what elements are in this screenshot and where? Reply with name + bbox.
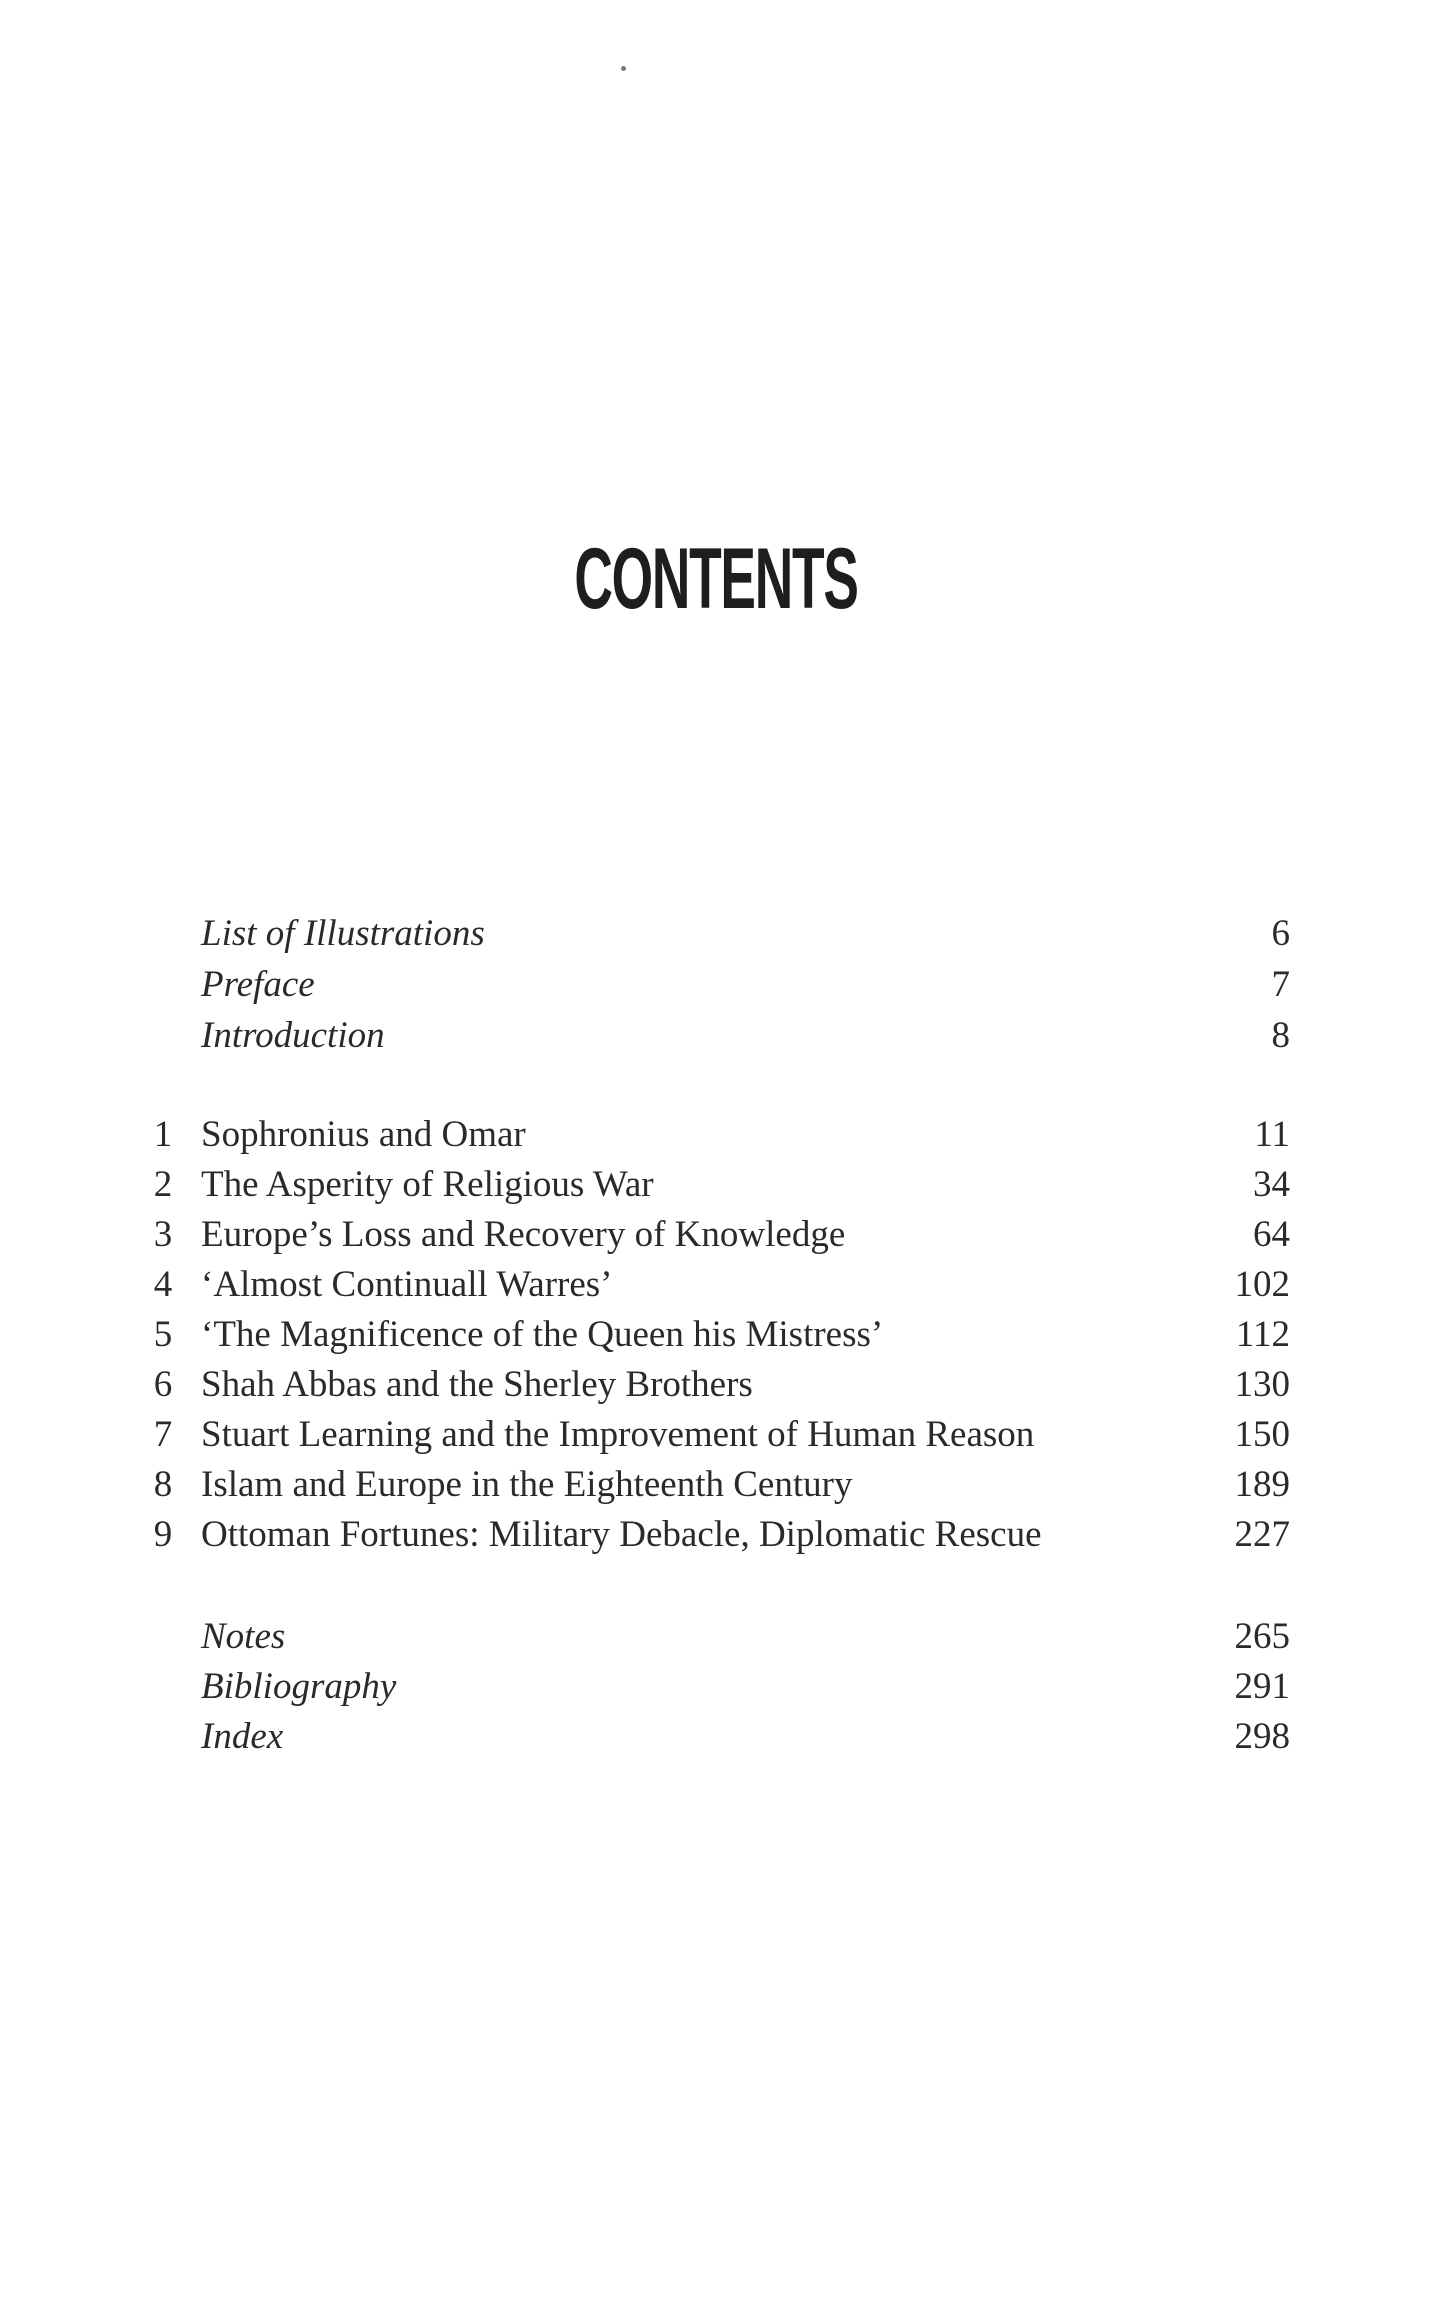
chapter-number: 6 bbox=[153, 1364, 173, 1405]
toc-chapter-8 bbox=[0, 1459, 1432, 1511]
chapter-title: The Asperity of Religious War bbox=[201, 1164, 654, 1205]
toc-entry-page: 6 bbox=[1271, 913, 1290, 954]
chapter-title: ‘Almost Continuall Warres’ bbox=[201, 1264, 613, 1305]
chapter-title: Stuart Learning and the Improvement of Human Reason bbox=[201, 1414, 1035, 1455]
toc-entry-list-of-illustrations bbox=[0, 908, 1432, 960]
chapter-number: 5 bbox=[153, 1314, 173, 1355]
toc-chapter-3 bbox=[0, 1209, 1432, 1261]
toc-entry-index bbox=[0, 1711, 1432, 1763]
chapter-page: 102 bbox=[1234, 1264, 1290, 1305]
toc-chapter-5 bbox=[0, 1309, 1432, 1361]
chapter-number: 3 bbox=[153, 1214, 173, 1255]
chapter-number: 2 bbox=[153, 1164, 173, 1205]
chapter-title: ‘The Magnificence of the Queen his Mistress’ bbox=[201, 1314, 884, 1355]
toc-entry-notes bbox=[0, 1611, 1432, 1663]
chapter-title: Europe’s Loss and Recovery of Knowledge bbox=[201, 1214, 846, 1255]
chapter-page: 189 bbox=[1234, 1464, 1290, 1505]
chapter-page: 34 bbox=[1253, 1164, 1290, 1205]
chapter-title: Sophronius and Omar bbox=[201, 1114, 526, 1155]
chapter-number: 4 bbox=[153, 1264, 173, 1305]
toc-entry-title: Introduction bbox=[201, 1015, 385, 1056]
chapter-title: Ottoman Fortunes: Military Debacle, Diplomatic Rescue bbox=[201, 1514, 1042, 1555]
chapter-number: 8 bbox=[153, 1464, 173, 1505]
chapter-page: 150 bbox=[1234, 1414, 1290, 1455]
toc-entry-page: 298 bbox=[1234, 1716, 1290, 1757]
chapter-page: 227 bbox=[1234, 1514, 1290, 1555]
toc-chapter-2 bbox=[0, 1159, 1432, 1211]
chapter-page: 64 bbox=[1253, 1214, 1290, 1255]
toc-entry-page: 265 bbox=[1234, 1616, 1290, 1657]
chapter-number: 1 bbox=[153, 1114, 173, 1155]
chapter-page: 130 bbox=[1234, 1364, 1290, 1405]
toc-chapter-6 bbox=[0, 1359, 1432, 1411]
toc-chapter-9 bbox=[0, 1509, 1432, 1561]
chapter-number: 9 bbox=[153, 1514, 173, 1555]
chapter-page: 11 bbox=[1254, 1114, 1290, 1155]
toc-entry-bibliography bbox=[0, 1661, 1432, 1713]
toc-entry-preface bbox=[0, 959, 1432, 1011]
toc-entry-title: List of Illustrations bbox=[201, 913, 485, 954]
ink-speck bbox=[621, 66, 626, 71]
toc-chapter-4 bbox=[0, 1259, 1432, 1311]
chapter-page: 112 bbox=[1235, 1314, 1290, 1355]
toc-chapter-7 bbox=[0, 1409, 1432, 1461]
page-title: CONTENTS bbox=[574, 531, 858, 627]
chapter-title: Islam and Europe in the Eighteenth Century bbox=[201, 1464, 853, 1505]
toc-entry-page: 7 bbox=[1271, 964, 1290, 1005]
toc-entry-page: 8 bbox=[1271, 1015, 1290, 1056]
toc-chapter-1 bbox=[0, 1109, 1432, 1161]
toc-entry-title: Notes bbox=[201, 1616, 286, 1657]
toc-entry-introduction bbox=[0, 1010, 1432, 1062]
toc-entry-page: 291 bbox=[1234, 1666, 1290, 1707]
chapter-number: 7 bbox=[153, 1414, 173, 1455]
toc-entry-title: Index bbox=[201, 1716, 284, 1757]
toc-entry-title: Preface bbox=[201, 964, 315, 1005]
toc-entry-title: Bibliography bbox=[201, 1666, 397, 1707]
chapter-title: Shah Abbas and the Sherley Brothers bbox=[201, 1364, 753, 1405]
